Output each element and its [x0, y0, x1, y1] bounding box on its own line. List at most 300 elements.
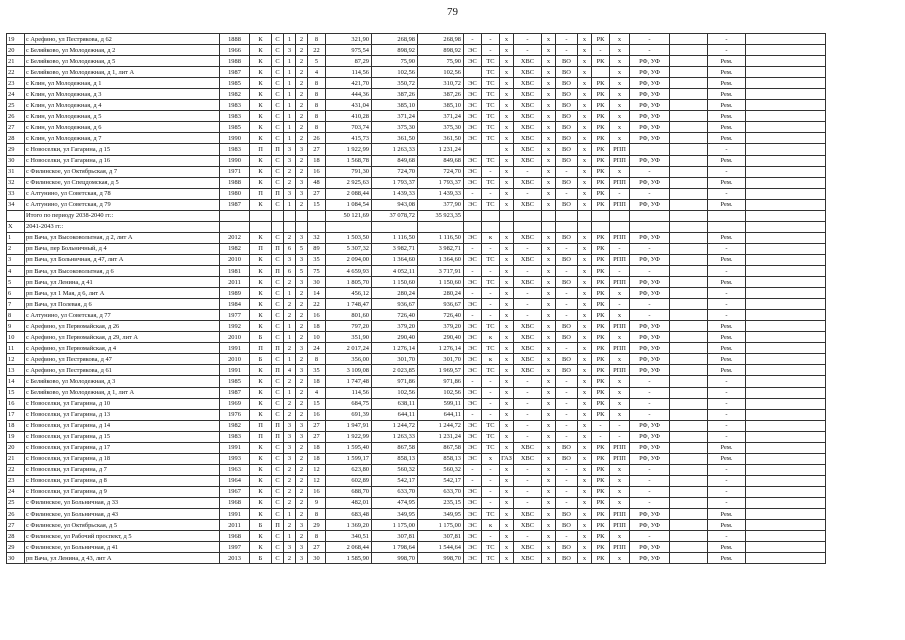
- table-cell: х: [500, 299, 514, 310]
- table-row: [7, 144, 826, 155]
- table-cell: [670, 365, 708, 376]
- table-cell: 15: [308, 199, 326, 210]
- table-cell: 1: [284, 321, 296, 332]
- table-cell: 3: [284, 453, 296, 464]
- table-cell: х: [578, 78, 592, 89]
- table-cell: -: [514, 188, 542, 199]
- table-cell: 2: [284, 398, 296, 409]
- table-cell: х: [542, 199, 556, 210]
- table-cell: 2013: [220, 553, 250, 564]
- table-cell: [746, 133, 826, 144]
- table-cell: К: [250, 442, 272, 453]
- table-cell: [670, 122, 708, 133]
- table-cell: -: [708, 166, 746, 177]
- table-cell: Рем.: [708, 133, 746, 144]
- table-cell: х: [578, 442, 592, 453]
- table-cell: 1981: [220, 265, 250, 276]
- table-cell: х: [500, 56, 514, 67]
- table-cell: с Новоселки, ул Гагарина, д 13: [25, 409, 220, 420]
- table-cell: 3: [296, 420, 308, 431]
- table-cell: ВО: [556, 177, 578, 188]
- table-cell: К: [250, 475, 272, 486]
- table-cell: х: [578, 453, 592, 464]
- table-cell: РПП: [610, 155, 630, 166]
- table-row: [7, 100, 826, 111]
- table-cell: [670, 232, 708, 243]
- table-cell: х: [578, 464, 592, 475]
- table-cell: х: [578, 111, 592, 122]
- table-cell: [746, 100, 826, 111]
- table-cell: 1991: [220, 365, 250, 376]
- table-cell: х: [500, 354, 514, 365]
- table-cell: -: [514, 531, 542, 542]
- table-cell: РПП: [610, 365, 630, 376]
- table-cell: х: [578, 243, 592, 254]
- table-cell: -: [482, 288, 500, 299]
- table-cell: 27: [7, 520, 25, 531]
- table-cell: Рем.: [708, 89, 746, 100]
- table-cell: РФ, УФ: [630, 177, 670, 188]
- table-cell: ТС: [482, 78, 500, 89]
- table-cell: -: [482, 243, 500, 254]
- table-cell: ТС: [482, 277, 500, 288]
- table-cell: 633,70: [418, 486, 464, 497]
- table-cell: [464, 210, 482, 221]
- table-cell: х: [578, 475, 592, 486]
- table-cell: х: [610, 122, 630, 133]
- table-cell: [746, 442, 826, 453]
- table-cell: ТС: [482, 542, 500, 553]
- table-cell: 2: [296, 45, 308, 56]
- table-cell: 3: [284, 431, 296, 442]
- table-cell: С: [272, 56, 284, 67]
- table-cell: [670, 133, 708, 144]
- table-cell: ХВС: [514, 232, 542, 243]
- table-cell: х: [578, 542, 592, 553]
- table-cell: 24: [7, 89, 25, 100]
- table-row: [7, 78, 826, 89]
- table-cell: [670, 277, 708, 288]
- table-cell: х: [542, 67, 556, 78]
- table-cell: [670, 354, 708, 365]
- table-cell: -: [630, 531, 670, 542]
- table-cell: РФ, УФ: [630, 254, 670, 265]
- table-cell: 3: [296, 365, 308, 376]
- table-cell: 268,98: [372, 34, 418, 45]
- table-cell: 8: [308, 531, 326, 542]
- table-cell: 379,20: [418, 321, 464, 332]
- table-cell: ВО: [556, 332, 578, 343]
- table-cell: [308, 221, 326, 232]
- table-cell: РПП: [610, 277, 630, 288]
- table-cell: 3: [7, 254, 25, 265]
- table-cell: 1: [284, 509, 296, 520]
- table-cell: ЭС: [464, 89, 482, 100]
- table-cell: х: [578, 34, 592, 45]
- table-cell: х: [542, 100, 556, 111]
- table-cell: -: [514, 387, 542, 398]
- table-cell: ХВС: [514, 89, 542, 100]
- table-cell: х: [542, 497, 556, 508]
- table-cell: ТС: [482, 442, 500, 453]
- table-cell: -: [482, 475, 500, 486]
- table-cell: ХВС: [514, 332, 542, 343]
- table-cell: 8: [308, 354, 326, 365]
- table-cell: 1 599,17: [326, 453, 372, 464]
- table-cell: ХВС: [514, 365, 542, 376]
- table-row: [7, 398, 826, 409]
- table-cell: РФ, УФ: [630, 56, 670, 67]
- table-cell: 421,70: [326, 78, 372, 89]
- table-cell: 2: [284, 409, 296, 420]
- table-cell: 350,72: [372, 78, 418, 89]
- table-cell: ЭС: [464, 453, 482, 464]
- table-cell: К: [250, 155, 272, 166]
- table-cell: ВО: [556, 321, 578, 332]
- table-cell: К: [250, 56, 272, 67]
- table-cell: 1: [284, 67, 296, 78]
- table-cell: 3 717,91: [418, 265, 464, 276]
- table-cell: 1985: [220, 376, 250, 387]
- table-cell: 4: [7, 265, 25, 276]
- table-cell: К: [250, 376, 272, 387]
- table-cell: 456,12: [326, 288, 372, 299]
- table-cell: 21: [7, 56, 25, 67]
- table-cell: П: [272, 188, 284, 199]
- table-cell: ЭС: [464, 78, 482, 89]
- table-cell: [746, 321, 826, 332]
- table-cell: 5: [296, 265, 308, 276]
- table-cell: [670, 442, 708, 453]
- table-cell: 1990: [220, 133, 250, 144]
- table-cell: 37 078,72: [372, 210, 418, 221]
- table-cell: [610, 221, 630, 232]
- table-cell: -: [708, 398, 746, 409]
- table-cell: х: [500, 177, 514, 188]
- table-cell: 379,20: [372, 321, 418, 332]
- table-cell: х: [578, 45, 592, 56]
- table-cell: -: [630, 387, 670, 398]
- table-cell: РПП: [610, 520, 630, 531]
- table-row: [7, 221, 826, 232]
- table-cell: 1983: [220, 144, 250, 155]
- table-cell: 1: [284, 332, 296, 343]
- table-cell: ВО: [556, 254, 578, 265]
- table-cell: 102,56: [372, 67, 418, 78]
- table-cell: [746, 232, 826, 243]
- table-cell: 75: [308, 265, 326, 276]
- table-row: [7, 542, 826, 553]
- table-cell: 2: [284, 177, 296, 188]
- table-cell: с Филинское, ул Больничная, д 43: [25, 509, 220, 520]
- table-cell: 2: [296, 486, 308, 497]
- table-cell: х: [542, 365, 556, 376]
- table-cell: РФ, УФ: [630, 542, 670, 553]
- table-cell: РФ, УФ: [630, 321, 670, 332]
- table-cell: [220, 210, 250, 221]
- table-cell: с Новоселки, ул Гагарина, д 7: [25, 464, 220, 475]
- table-cell: 482,01: [326, 497, 372, 508]
- table-cell: С: [272, 553, 284, 564]
- table-cell: с Арефино, ул Первомайская, д 4: [25, 343, 220, 354]
- table-cell: 28: [7, 133, 25, 144]
- table-cell: 3 982,71: [418, 243, 464, 254]
- table-cell: ХВС: [514, 155, 542, 166]
- table-cell: х: [610, 166, 630, 177]
- table-cell: -: [556, 265, 578, 276]
- table-cell: К: [250, 486, 272, 497]
- table-cell: [746, 486, 826, 497]
- table-cell: РК: [592, 321, 610, 332]
- table-cell: 444,36: [326, 89, 372, 100]
- table-row: [7, 133, 826, 144]
- table-cell: ЭС: [464, 387, 482, 398]
- table-cell: К: [250, 111, 272, 122]
- table-cell: 16: [308, 409, 326, 420]
- table-cell: 48: [308, 177, 326, 188]
- table-cell: 2: [296, 398, 308, 409]
- table-cell: -: [610, 243, 630, 254]
- table-cell: -: [630, 299, 670, 310]
- table-cell: -: [556, 409, 578, 420]
- table-cell: х: [610, 409, 630, 420]
- table-cell: -: [464, 376, 482, 387]
- table-cell: С: [272, 354, 284, 365]
- table-cell: -: [514, 475, 542, 486]
- table-cell: 1 969,57: [418, 365, 464, 376]
- table-cell: ХВС: [514, 509, 542, 520]
- table-cell: 1 116,50: [418, 232, 464, 243]
- table-row: [7, 310, 826, 321]
- table-cell: х: [578, 265, 592, 276]
- table-cell: 3: [284, 144, 296, 155]
- table-row: [7, 442, 826, 453]
- table-cell: [746, 497, 826, 508]
- table-cell: 75,90: [418, 56, 464, 67]
- table-cell: -: [556, 387, 578, 398]
- table-cell: ТС: [482, 111, 500, 122]
- table-cell: х: [542, 122, 556, 133]
- table-cell: 638,11: [372, 398, 418, 409]
- table-cell: 2: [284, 553, 296, 564]
- table-cell: 1 231,24: [418, 144, 464, 155]
- table-cell: х: [542, 177, 556, 188]
- table-cell: 12: [7, 354, 25, 365]
- table-cell: -: [482, 531, 500, 542]
- table-cell: 114,56: [326, 67, 372, 78]
- table-cell: с Арефино, ул Пестрякова, д 61: [25, 365, 220, 376]
- table-cell: ХВС: [514, 133, 542, 144]
- table-cell: 27: [308, 431, 326, 442]
- table-row: [7, 497, 826, 508]
- table-cell: х: [500, 34, 514, 45]
- table-row: [7, 232, 826, 243]
- table-cell: С: [272, 376, 284, 387]
- table-cell: 3: [284, 188, 296, 199]
- table-cell: рп Вача, ул Больничная, д 47, лит А: [25, 254, 220, 265]
- table-cell: 1997: [220, 542, 250, 553]
- table-cell: х: [610, 376, 630, 387]
- table-cell: ТС: [482, 420, 500, 431]
- table-cell: х: [542, 133, 556, 144]
- table-cell: 361,50: [418, 133, 464, 144]
- table-row: [7, 376, 826, 387]
- table-cell: 349,95: [372, 509, 418, 520]
- table-cell: 1987: [220, 387, 250, 398]
- table-cell: 1968: [220, 531, 250, 542]
- table-row: [7, 188, 826, 199]
- table-cell: х: [578, 67, 592, 78]
- table-cell: 1993: [220, 453, 250, 464]
- table-cell: РК: [592, 177, 610, 188]
- table-cell: к: [482, 520, 500, 531]
- table-cell: ЭС: [464, 45, 482, 56]
- table-cell: 8: [308, 78, 326, 89]
- table-cell: 1 793,37: [418, 177, 464, 188]
- table-cell: 3: [284, 155, 296, 166]
- table-cell: РК: [592, 409, 610, 420]
- table-cell: 2: [296, 133, 308, 144]
- table-cell: РПП: [610, 321, 630, 332]
- table-cell: с Клин, ул Молодежная, д 5: [25, 111, 220, 122]
- table-cell: х: [500, 155, 514, 166]
- table-cell: Рем.: [708, 67, 746, 78]
- table-cell: -: [610, 299, 630, 310]
- table-cell: 18: [308, 321, 326, 332]
- table-cell: [630, 221, 670, 232]
- table-cell: РК: [592, 365, 610, 376]
- table-cell: -: [482, 310, 500, 321]
- table-cell: [670, 376, 708, 387]
- table-cell: РК: [592, 34, 610, 45]
- table-cell: х: [578, 509, 592, 520]
- table-cell: 1 263,33: [372, 144, 418, 155]
- table-cell: К: [250, 78, 272, 89]
- table-cell: 1 263,33: [372, 431, 418, 442]
- table-row: [7, 89, 826, 100]
- table-cell: х: [578, 177, 592, 188]
- table-cell: К: [250, 365, 272, 376]
- table-cell: 4 052,11: [372, 265, 418, 276]
- table-row: [7, 464, 826, 475]
- table-cell: РК: [592, 464, 610, 475]
- table-cell: с Арефино, ул Пестрякова, д 62: [25, 34, 220, 45]
- table-cell: 2: [7, 243, 25, 254]
- table-cell: [670, 299, 708, 310]
- table-cell: ЭС: [464, 420, 482, 431]
- table-cell: К: [250, 34, 272, 45]
- table-cell: [746, 277, 826, 288]
- table-cell: ВО: [556, 277, 578, 288]
- table-cell: С: [272, 111, 284, 122]
- table-cell: 2: [284, 520, 296, 531]
- table-cell: 18: [7, 420, 25, 431]
- table-cell: РФ, УФ: [630, 232, 670, 243]
- table-cell: х: [610, 111, 630, 122]
- table-cell: [542, 221, 556, 232]
- table-cell: х: [610, 464, 630, 475]
- table-cell: К: [250, 45, 272, 56]
- table-cell: х: [500, 254, 514, 265]
- table-cell: [746, 56, 826, 67]
- table-row: [7, 453, 826, 464]
- table-cell: 1 276,14: [418, 343, 464, 354]
- table-cell: 602,89: [326, 475, 372, 486]
- table-cell: 32: [308, 232, 326, 243]
- table-cell: Рем.: [708, 365, 746, 376]
- table-cell: -: [482, 398, 500, 409]
- table-cell: ВО: [556, 365, 578, 376]
- table-cell: 975,54: [326, 45, 372, 56]
- table-cell: 1985: [220, 122, 250, 133]
- table-cell: [514, 210, 542, 221]
- table-cell: [708, 221, 746, 232]
- table-cell: К: [250, 409, 272, 420]
- table-cell: х: [610, 310, 630, 321]
- table-cell: с Клин, ул Молодежная, д 4: [25, 100, 220, 111]
- table-cell: -: [514, 265, 542, 276]
- table-cell: -: [514, 409, 542, 420]
- table-cell: 1963: [220, 464, 250, 475]
- table-cell: х: [578, 431, 592, 442]
- table-cell: х: [542, 409, 556, 420]
- table-cell: -: [464, 464, 482, 475]
- table-cell: 1976: [220, 409, 250, 420]
- table-cell: [284, 210, 296, 221]
- table-cell: 1: [284, 387, 296, 398]
- table-row: [7, 553, 826, 564]
- table-cell: 1: [284, 89, 296, 100]
- table-cell: х: [500, 343, 514, 354]
- table-cell: РК: [592, 288, 610, 299]
- table-cell: 1: [284, 354, 296, 365]
- table-cell: [630, 210, 670, 221]
- table-cell: 349,95: [418, 509, 464, 520]
- table-cell: х: [500, 45, 514, 56]
- table-cell: -: [556, 166, 578, 177]
- table-cell: х: [578, 486, 592, 497]
- table-cell: РК: [592, 453, 610, 464]
- table-cell: 2: [296, 354, 308, 365]
- table-cell: 1985: [220, 78, 250, 89]
- table-cell: РК: [592, 486, 610, 497]
- table-cell: 35: [308, 254, 326, 265]
- table-cell: 371,24: [418, 111, 464, 122]
- table-cell: -: [592, 420, 610, 431]
- table-cell: ХВС: [514, 144, 542, 155]
- table-cell: 2012: [220, 232, 250, 243]
- table-cell: [670, 553, 708, 564]
- table-cell: Рем.: [708, 509, 746, 520]
- table-cell: П: [272, 265, 284, 276]
- table-cell: [250, 210, 272, 221]
- table-cell: х: [500, 100, 514, 111]
- table-cell: 1: [284, 34, 296, 45]
- table-cell: [746, 542, 826, 553]
- table-cell: 726,40: [372, 310, 418, 321]
- table-cell: с Новоселки, ул Гагарина, д 15: [25, 144, 220, 155]
- table-cell: ХВС: [514, 67, 542, 78]
- page-number: 79: [447, 6, 458, 18]
- table-cell: х: [500, 310, 514, 321]
- table-cell: 1: [284, 100, 296, 111]
- table-cell: 3: [284, 420, 296, 431]
- table-cell: 599,11: [418, 398, 464, 409]
- table-cell: -: [482, 45, 500, 56]
- table-cell: РК: [592, 398, 610, 409]
- table-cell: 3: [296, 343, 308, 354]
- table-cell: х: [578, 188, 592, 199]
